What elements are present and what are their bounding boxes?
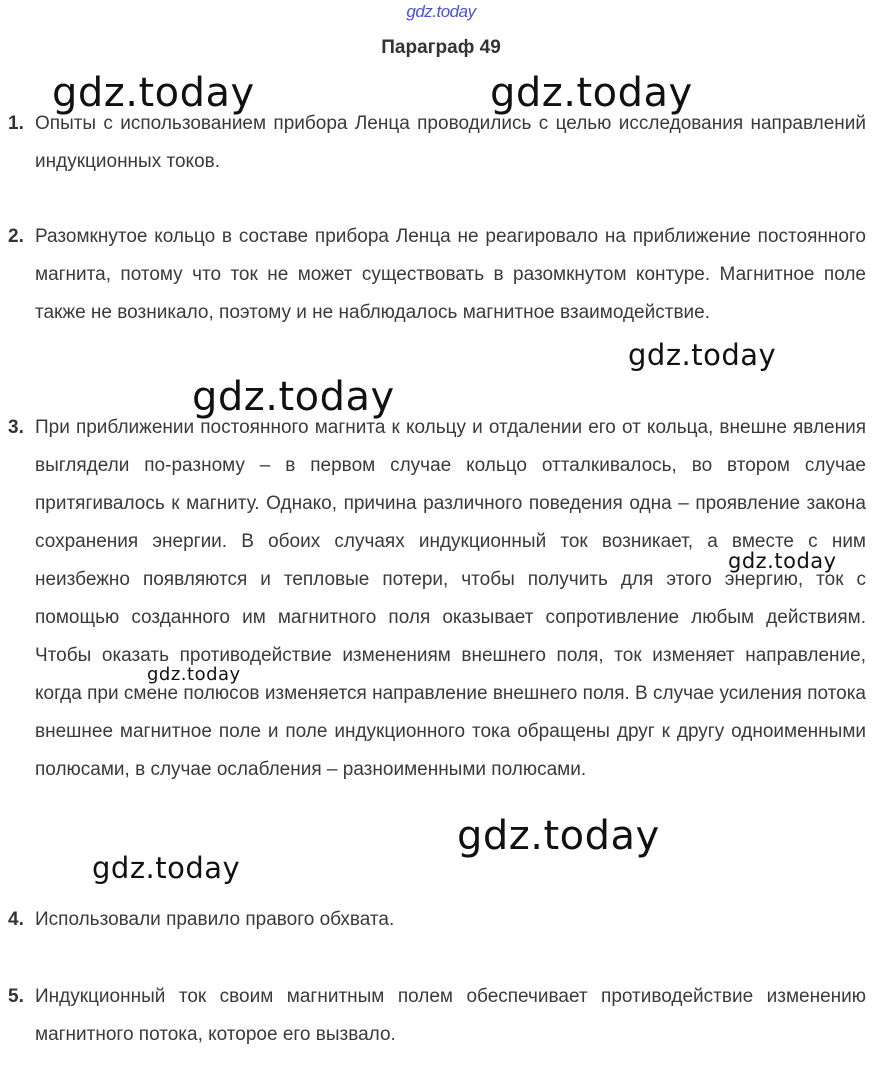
item-number: 1.: [8, 113, 24, 134]
item-text: При приближении постоянного магнита к кольцу и отдалении его от кольца, внешне явления выглядели по-разному – в первом случае кольцо отталкивалось, во втором случае притягивалось к магниту. Однако, причина различного поведения одна – проявление закона сохранения энергии. В обоих случаях индукционный ток возникает, а вместе с ним неизбежно появляются и тепловые потери, чтобы получить для этого энергию, ток с помощью созданного им магнитного поля оказывает сопротивление любым действиям. Чтобы оказать противодействие изменениям внешнего поля, ток изменяет направление, когда при смене полюсов изменяется направление внешнего поля. В случае усиления потока внешнее магнитное поле и поле индукционного тока обращены друг к другу одноименными полюсами, в случае ослабления – разноименными полюсами.: [35, 417, 866, 780]
item-number: 2.: [8, 226, 24, 247]
watermark: gdz.today: [490, 70, 693, 116]
item-text: Индукционный ток своим магнитным полем обеспечивает противодействие изменению магнитного потока, которое его вызвало.: [35, 986, 866, 1045]
item-text: Опыты с использованием прибора Ленца проводились с целью исследования направлений индукционных токов.: [35, 113, 866, 172]
item-number: 3.: [8, 417, 24, 438]
page-title: Параграф 49: [381, 37, 501, 58]
answer-item-2: [8, 218, 866, 332]
watermark: gdz.today: [628, 338, 777, 372]
watermark: gdz.today: [728, 549, 837, 573]
watermark: gdz.today: [147, 664, 241, 685]
watermark: gdz.today: [192, 374, 395, 420]
watermark: gdz.today: [52, 70, 255, 116]
watermark: gdz.today: [92, 851, 241, 885]
item-number: 4.: [8, 909, 24, 930]
watermark: gdz.today: [457, 813, 660, 859]
answer-item-1: [8, 105, 866, 181]
item-text: Разомкнутое кольцо в составе прибора Ленца не реагировало на приближение постоянного магнита, потому что ток не может существовать в разомкнутом контуре. Магнитное поле также не возникало, поэтому и не наблюдалось магнитное взаимодействие.: [35, 226, 866, 323]
item-text: Использовали правило правого обхвата.: [35, 909, 395, 930]
answer-item-3: [8, 409, 866, 789]
item-number: 5.: [8, 986, 24, 1007]
answer-item-5: [8, 978, 866, 1054]
answer-item-4: [8, 901, 866, 939]
site-logo-watermark: gdz.today: [406, 2, 476, 21]
